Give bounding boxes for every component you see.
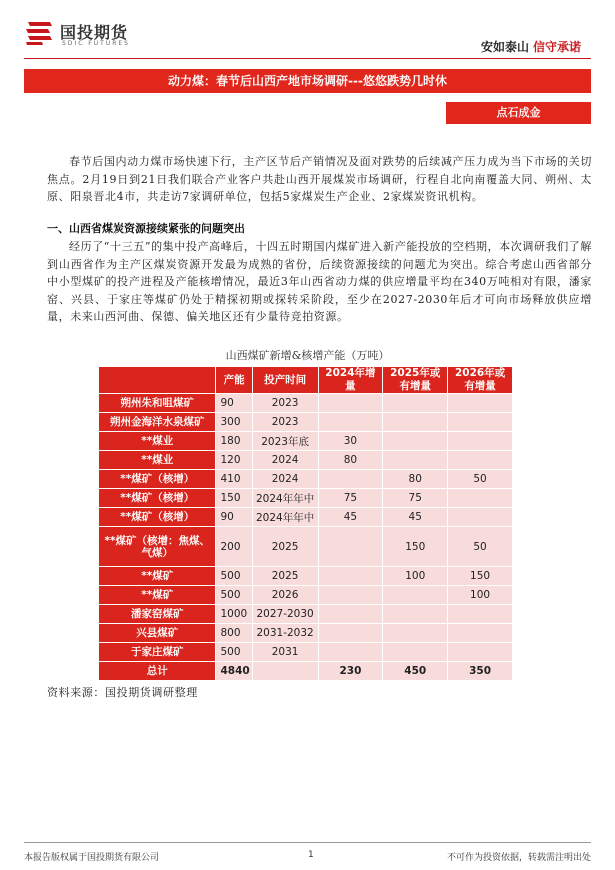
- cell-2025: [383, 394, 448, 413]
- cell-time: 2023: [252, 413, 318, 432]
- cell-2026: [448, 489, 513, 508]
- slogan-part2: 信守承诺: [532, 40, 581, 54]
- cell-name: 潘家窑煤矿: [99, 605, 216, 624]
- cell-2024: [318, 527, 383, 567]
- cell-capacity: 180: [216, 432, 252, 451]
- cell-name: **煤矿（核增）: [99, 489, 216, 508]
- table-row: [99, 567, 513, 586]
- cell-capacity: 410: [216, 470, 252, 489]
- footer-divider: [24, 842, 591, 843]
- cell-2025: [383, 624, 448, 643]
- slogan-part1: 安如泰山: [480, 40, 529, 54]
- cell-2025: [383, 643, 448, 662]
- cell-2025: 80: [383, 470, 448, 489]
- cell-name: 朔州金海洋水泉煤矿: [99, 413, 216, 432]
- footer-disclaimer: 不可作为投资依据，转载需注明出处: [446, 853, 591, 863]
- cell-2026: [448, 605, 513, 624]
- cell-capacity: 150: [216, 489, 252, 508]
- cell-2024: [318, 643, 383, 662]
- cell-capacity: 90: [216, 394, 252, 413]
- cell-2025: 450: [383, 662, 448, 681]
- cell-time: [252, 662, 318, 681]
- footer-copyright: 本报告版权属于国投期货有限公司: [24, 853, 160, 863]
- cell-2026: 100: [448, 586, 513, 605]
- cell-time: 2026: [252, 586, 318, 605]
- cell-2024: [318, 605, 383, 624]
- header-2024: 2024年增量: [318, 367, 383, 394]
- cell-2024: 80: [318, 451, 383, 470]
- cell-time: 2024年年中: [252, 489, 318, 508]
- cell-2026: [448, 432, 513, 451]
- table-row: [99, 413, 513, 432]
- cell-time: 2025: [252, 567, 318, 586]
- cell-time: 2024年年中: [252, 508, 318, 527]
- cell-2026: [448, 451, 513, 470]
- cell-time: 2031: [252, 643, 318, 662]
- cell-2025: 75: [383, 489, 448, 508]
- cell-name: **煤业: [99, 451, 216, 470]
- cell-2024: [318, 394, 383, 413]
- cell-capacity: 120: [216, 451, 252, 470]
- table-row: [99, 624, 513, 643]
- cell-time: 2025: [252, 527, 318, 567]
- cell-2026: 150: [448, 567, 513, 586]
- table-row: [99, 508, 513, 527]
- cell-time: 2024: [252, 451, 318, 470]
- page-number: 1: [308, 850, 314, 860]
- cell-2026: 50: [448, 527, 513, 567]
- cell-time: 2027-2030: [252, 605, 318, 624]
- cell-2025: [383, 432, 448, 451]
- cell-name: **煤业: [99, 432, 216, 451]
- table-total-row: [99, 662, 513, 681]
- cell-name: **煤矿（核增：焦煤、气煤）: [99, 527, 216, 567]
- page-header: [0, 0, 615, 62]
- cell-2024: 45: [318, 508, 383, 527]
- body-paragraph: 经历了“十三五”的集中投产高峰后，十四五时期国内煤矿进入新产能投放的空档期，本次调研我们了解到山西省作为主产区煤炭资源开发最为成熟的省份，后续资源接续的问题尤为突出。综合考虑山西省部分中小型煤矿的投产进程及产能核增情况，最近3年山西省动力煤的供应增量平均在340万吨相对有限，潘家窑、兴县、于家庄等煤矿仍处于精探初期或探转采阶段，至少在2027-2030年后才可向市场释放供应增量，未来山西河曲、保德、偏关地区还有少量待竞拍资源。: [47, 240, 592, 323]
- cell-2024: 230: [318, 662, 383, 681]
- intro-paragraph: 春节后国内动力煤市场快速下行，主产区节后产销情况及面对跌势的后续减产压力成为当下市场的关切焦点。2月19日到21日我们联合产业客户共赴山西开展煤炭市场调研，行程自北向南覆盖大同、朔州、太原、阳泉晋北4市，共走访7家调研单位，包括5家煤炭生产企业、2家煤炭资讯机构。: [47, 155, 592, 203]
- header-time: 投产时间: [252, 367, 318, 394]
- report-title: 动力煤：春节后山西产地市场调研---悠悠跌势几时休: [24, 69, 591, 93]
- table-row: [99, 643, 513, 662]
- cell-2025: 100: [383, 567, 448, 586]
- cell-2026: 350: [448, 662, 513, 681]
- cell-time: 2024: [252, 470, 318, 489]
- cell-name: **煤矿（核增）: [99, 470, 216, 489]
- cell-2024: [318, 624, 383, 643]
- header-capacity: 产能: [216, 367, 252, 394]
- cell-name: 兴县煤矿: [99, 624, 216, 643]
- cell-name: 于家庄煤矿: [99, 643, 216, 662]
- cell-2026: [448, 624, 513, 643]
- section-heading: 一、山西省煤炭资源接续紧张的问题突出: [47, 222, 245, 235]
- cell-time: 2023年底: [252, 432, 318, 451]
- table-row: [99, 527, 513, 567]
- table-row: [99, 432, 513, 451]
- cell-2025: [383, 451, 448, 470]
- header-2025: 2025年或有增量: [383, 367, 448, 394]
- header-divider: [24, 58, 591, 59]
- table-row: [99, 605, 513, 624]
- cell-2024: [318, 413, 383, 432]
- header-2026: 2026年或有增量: [448, 367, 513, 394]
- capacity-table: [98, 366, 513, 681]
- slogan: [481, 38, 581, 55]
- column-tag: 点石成金: [446, 102, 591, 124]
- cell-2024: [318, 567, 383, 586]
- cell-capacity: 500: [216, 643, 252, 662]
- cell-2025: 45: [383, 508, 448, 527]
- cell-2026: 50: [448, 470, 513, 489]
- cell-2026: [448, 643, 513, 662]
- cell-2026: [448, 394, 513, 413]
- cell-name: **煤矿: [99, 567, 216, 586]
- table-header-row: [99, 367, 513, 394]
- cell-capacity: 800: [216, 624, 252, 643]
- cell-capacity: 200: [216, 527, 252, 567]
- cell-capacity: 4840: [216, 662, 252, 681]
- cell-capacity: 300: [216, 413, 252, 432]
- cell-name: **煤矿（核增）: [99, 508, 216, 527]
- header-name: [99, 367, 216, 394]
- cell-2025: [383, 413, 448, 432]
- cell-capacity: 1000: [216, 605, 252, 624]
- cell-time: 2031-2032: [252, 624, 318, 643]
- table-caption: 山西煤矿新增&核增产能（万吨）: [225, 349, 390, 362]
- cell-2025: [383, 586, 448, 605]
- cell-2024: [318, 470, 383, 489]
- cell-2026: [448, 413, 513, 432]
- cell-time: 2023: [252, 394, 318, 413]
- source-note: 资料来源：国投期货调研整理: [47, 686, 198, 699]
- cell-capacity: 500: [216, 567, 252, 586]
- table-row: [99, 470, 513, 489]
- cell-2024: [318, 586, 383, 605]
- cell-2024: 75: [318, 489, 383, 508]
- cell-capacity: 90: [216, 508, 252, 527]
- cell-capacity: 500: [216, 586, 252, 605]
- cell-name: 总计: [99, 662, 216, 681]
- cell-2025: [383, 605, 448, 624]
- logo-text: 国投期货: [60, 23, 129, 42]
- table-row: [99, 489, 513, 508]
- cell-2024: 30: [318, 432, 383, 451]
- logo-subtext: SDIC FUTURES: [62, 40, 130, 47]
- cell-name: 朔州朱和咀煤矿: [99, 394, 216, 413]
- cell-2026: [448, 508, 513, 527]
- table-row: [99, 394, 513, 413]
- table-row: [99, 586, 513, 605]
- cell-2025: 150: [383, 527, 448, 567]
- sdic-logo-icon: [24, 20, 54, 46]
- table-row: [99, 451, 513, 470]
- cell-name: **煤矿: [99, 586, 216, 605]
